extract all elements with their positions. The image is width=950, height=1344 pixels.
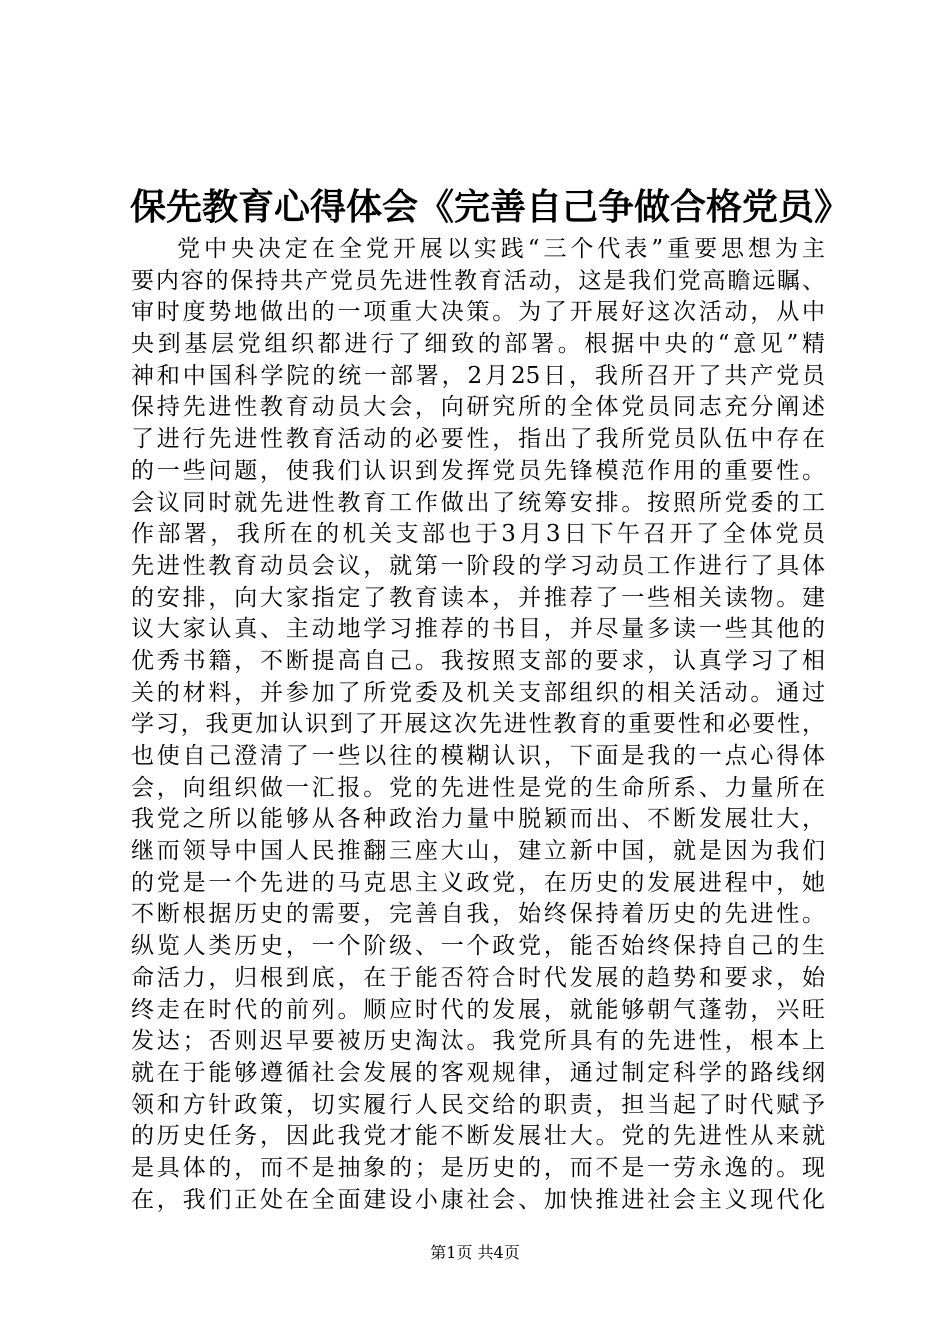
document-title: 保先教育心得体会《完善自己争做合格党员》: [130, 187, 851, 228]
body-line: 的党是一个先进的马克思主义政党，在历史的发展进程中，她: [131, 869, 825, 896]
body-line: 了进行先进性教育活动的必要性，指出了我所党员队伍中存在: [131, 426, 825, 453]
body-line: 学习，我更加认识到了开展这次先进性教育的重要性和必要性，: [131, 711, 825, 738]
body-line: 领和方针政策，切实履行人民交给的职责，担当起了时代赋予: [131, 1091, 825, 1118]
body-line: 议大家认真、主动地学习推荐的书目，并尽量多读一些其他的: [131, 616, 825, 643]
body-line: 作部署，我所在的机关支部也于3月3日下午召开了全体党员: [131, 521, 825, 548]
body-line: 终走在时代的前列。顺应时代的发展，就能够朝气蓬勃，兴旺: [131, 996, 825, 1023]
body-line: 关的材料，并参加了所党委及机关支部组织的相关活动。通过: [131, 679, 825, 706]
body-line: 保持先进性教育动员大会，向研究所的全体党员同志充分阐述: [131, 394, 825, 421]
document-body: [131, 234, 825, 1216]
body-line: 不断根据历史的需要，完善自我，始终保持着历史的先进性。: [131, 901, 825, 928]
body-line: 也使自己澄清了一些以往的模糊认识，下面是我的一点心得体: [131, 743, 825, 769]
body-line: 审时度势地做出的一项重大决策。为了开展好这次活动，从中: [131, 299, 825, 326]
body-line: 央到基层党组织都进行了细致的部署。根据中央的“意见”精: [131, 331, 825, 358]
body-line: 纵览人类历史，一个阶级、一个政党，能否始终保持自己的生: [131, 933, 825, 960]
body-line: 继而领导中国人民推翻三座大山，建立新中国，就是因为我们: [131, 838, 825, 865]
body-line: 的历史任务，因此我党才能不断发展壮大。党的先进性从来就: [131, 1123, 825, 1150]
body-line: 的一些问题，使我们认识到发挥党员先锋模范作用的重要性。: [131, 457, 825, 484]
body-line: 就在于能够遵循社会发展的客观规律，通过制定科学的路线纲: [131, 1059, 825, 1086]
body-line: 的安排，向大家指定了教育读本，并推荐了一些相关读物。建: [131, 584, 825, 611]
body-line: 命活力，归根到底，在于能否符合时代发展的趋势和要求，始: [131, 964, 825, 991]
body-line: 先进性教育动员会议，就第一阶段的学习动员工作进行了具体: [131, 552, 825, 579]
body-line: 是具体的，而不是抽象的；是历史的，而不是一劳永逸的。现: [131, 1154, 825, 1181]
body-line: 我党之所以能够从各种政治力量中脱颖而出、不断发展壮大，: [131, 806, 825, 833]
page-footer: 第1页 共4页: [430, 1243, 520, 1262]
body-line: 会，向组织做一汇报。党的先进性是党的生命所系、力量所在: [131, 774, 825, 801]
body-line: 在，我们正处在全面建设小康社会、加快推进社会主义现代化: [131, 1186, 825, 1213]
body-line: 发达；否则迟早要被历史淘汰。我党所具有的先进性，根本上: [131, 1028, 825, 1055]
body-line: 会议同时就先进性教育工作做出了统筹安排。按照所党委的工: [131, 489, 825, 516]
body-line: 要内容的保持共产党员先进性教育活动，这是我们党高瞻远瞩、: [131, 267, 825, 294]
body-line: 党中央决定在全党开展以实践“三个代表”重要思想为主: [177, 236, 825, 262]
body-line: 神和中国科学院的统一部署，2月25日，我所召开了共产党员: [131, 362, 825, 389]
body-line: 优秀书籍，不断提高自己。我按照支部的要求，认真学习了相: [131, 647, 825, 674]
